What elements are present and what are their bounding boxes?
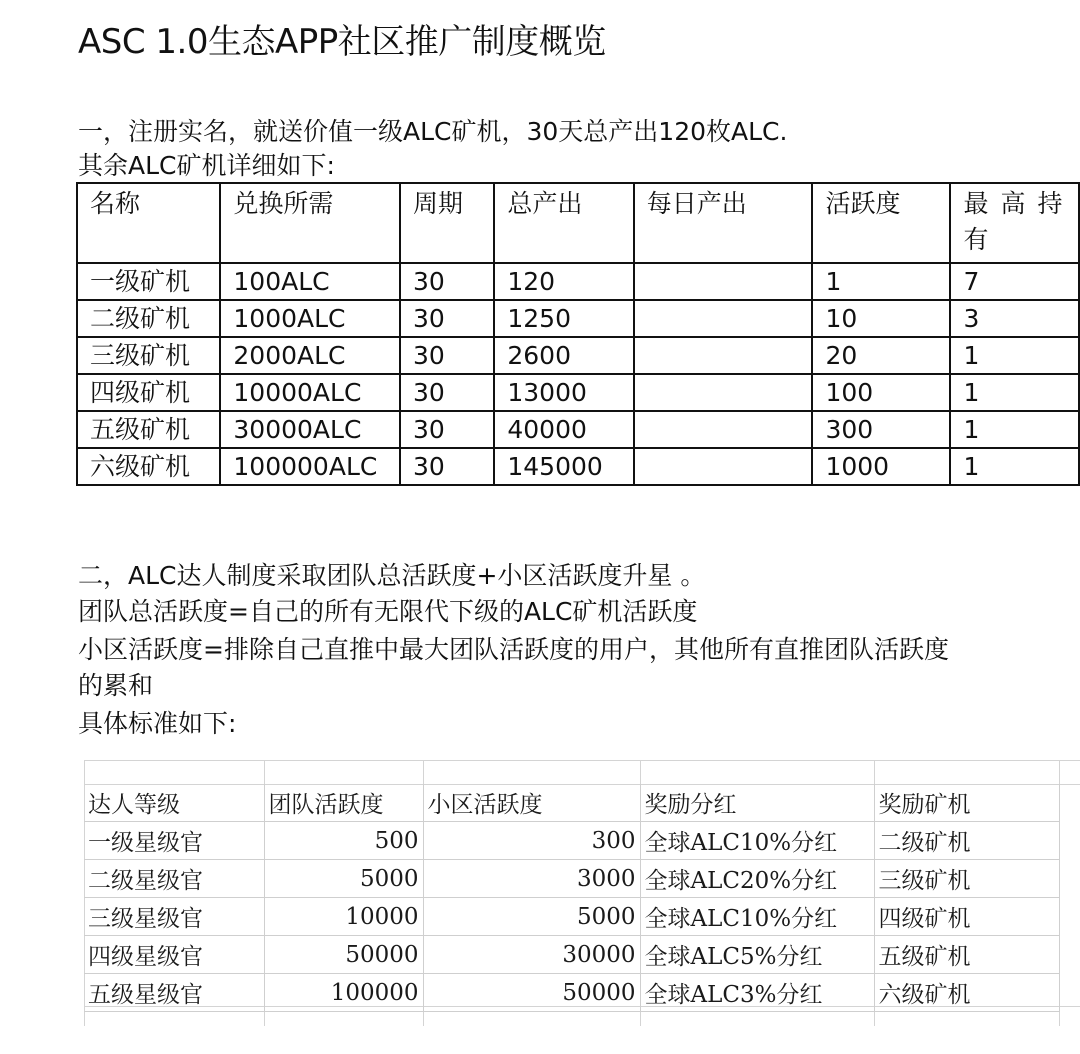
cell-max-holding: 1	[950, 337, 1079, 374]
page-title: ASC 1.0生态APP社区推广制度概览	[78, 22, 606, 62]
cell-reward-dividend: 全球ALC10%分红	[640, 898, 874, 936]
cell-name: 六级矿机	[77, 448, 220, 485]
header-max-holding: 最高持有	[950, 183, 1079, 263]
cell-reward-miner: 二级矿机	[874, 822, 1059, 860]
cell-reward-miner: 四级矿机	[874, 898, 1059, 936]
cell-reward-miner: 六级矿机	[874, 974, 1059, 1012]
header-daily-output: 每日产出	[634, 183, 813, 263]
cell-period: 30	[400, 411, 494, 448]
table-row	[84, 822, 1059, 860]
cell-total-output: 120	[494, 263, 633, 300]
cell-reward-dividend: 全球ALC3%分红	[640, 974, 874, 1012]
cell-level: 二级星级官	[84, 860, 264, 898]
cell-activity: 20	[812, 337, 950, 374]
cell-total-output: 2600	[494, 337, 633, 374]
cell-daily-output	[634, 337, 813, 374]
table-row	[84, 898, 1059, 936]
cell-exchange-cost: 10000ALC	[220, 374, 400, 411]
cell-level: 四级星级官	[84, 936, 264, 974]
cell-activity: 10	[812, 300, 950, 337]
section2-intro: 二，ALC达人制度采取团队总活跃度+小区活跃度升星 。	[78, 561, 706, 590]
table-row	[77, 411, 1079, 448]
header-total-output: 总产出	[494, 183, 633, 263]
cell-team-activity: 500	[264, 822, 423, 860]
miner-table	[76, 182, 1080, 486]
table-row	[77, 300, 1079, 337]
star-officer-sheet	[84, 760, 1080, 1026]
section2-zone-activity-def: 小区活跃度=排除自己直推中最大团队活跃度的用户，其他所有直推团队活跃度	[78, 635, 949, 664]
star-table-header	[84, 784, 1059, 822]
cell-max-holding: 1	[950, 374, 1079, 411]
cell-team-activity: 5000	[264, 860, 423, 898]
cell-zone-activity: 3000	[423, 860, 640, 898]
header-zone-activity: 小区活跃度	[423, 784, 640, 822]
cell-activity: 100	[812, 374, 950, 411]
cell-team-activity: 100000	[264, 974, 423, 1012]
table-row	[77, 337, 1079, 374]
cell-daily-output	[634, 374, 813, 411]
cell-daily-output	[634, 300, 813, 337]
cell-max-holding: 3	[950, 300, 1079, 337]
cell-daily-output	[634, 411, 813, 448]
cell-name: 三级矿机	[77, 337, 220, 374]
header-activity: 活跃度	[812, 183, 950, 263]
cell-max-holding: 1	[950, 448, 1079, 485]
header-name: 名称	[77, 183, 220, 263]
cell-level: 五级星级官	[84, 974, 264, 1012]
cell-total-output: 145000	[494, 448, 633, 485]
cell-level: 一级星级官	[84, 822, 264, 860]
header-reward-dividend: 奖励分红	[640, 784, 874, 822]
cell-total-output: 40000	[494, 411, 633, 448]
table-row	[77, 374, 1079, 411]
cell-activity: 300	[812, 411, 950, 448]
cell-zone-activity: 50000	[423, 974, 640, 1012]
header-exchange-cost: 兑换所需	[220, 183, 400, 263]
cell-name: 一级矿机	[77, 263, 220, 300]
cell-exchange-cost: 100ALC	[220, 263, 400, 300]
cell-team-activity: 10000	[264, 898, 423, 936]
miner-table-header	[77, 183, 1079, 263]
cell-daily-output	[634, 448, 813, 485]
cell-exchange-cost: 30000ALC	[220, 411, 400, 448]
header-team-activity: 团队活跃度	[264, 784, 423, 822]
cell-level: 三级星级官	[84, 898, 264, 936]
cell-name: 五级矿机	[77, 411, 220, 448]
cell-total-output: 13000	[494, 374, 633, 411]
cell-period: 30	[400, 337, 494, 374]
cell-reward-miner: 三级矿机	[874, 860, 1059, 898]
star-officer-table	[84, 784, 1060, 1012]
cell-reward-dividend: 全球ALC20%分红	[640, 860, 874, 898]
table-row	[84, 860, 1059, 898]
cell-max-holding: 7	[950, 263, 1079, 300]
section1-intro: 一，注册实名，就送价值一级ALC矿机，30天总产出120枚ALC.	[78, 117, 788, 146]
cell-zone-activity: 30000	[423, 936, 640, 974]
header-reward-miner: 奖励矿机	[874, 784, 1059, 822]
table-row	[84, 974, 1059, 1012]
cell-total-output: 1250	[494, 300, 633, 337]
cell-activity: 1	[812, 263, 950, 300]
cell-period: 30	[400, 263, 494, 300]
section2-team-activity-def: 团队总活跃度=自己的所有无限代下级的ALC矿机活跃度	[78, 597, 698, 626]
section2-zone-activity-def-cont: 的累和	[78, 671, 154, 700]
table-row	[84, 936, 1059, 974]
section1-subtitle: 其余ALC矿机详细如下:	[78, 151, 335, 180]
cell-name: 四级矿机	[77, 374, 220, 411]
section2-subtitle: 具体标准如下:	[78, 709, 237, 738]
cell-reward-miner: 五级矿机	[874, 936, 1059, 974]
header-period: 周期	[400, 183, 494, 263]
cell-activity: 1000	[812, 448, 950, 485]
cell-period: 30	[400, 448, 494, 485]
cell-exchange-cost: 2000ALC	[220, 337, 400, 374]
cell-name: 二级矿机	[77, 300, 220, 337]
cell-zone-activity: 5000	[423, 898, 640, 936]
cell-period: 30	[400, 374, 494, 411]
header-level: 达人等级	[84, 784, 264, 822]
cell-zone-activity: 300	[423, 822, 640, 860]
cell-team-activity: 50000	[264, 936, 423, 974]
table-row	[77, 448, 1079, 485]
cell-period: 30	[400, 300, 494, 337]
cell-daily-output	[634, 263, 813, 300]
cell-reward-dividend: 全球ALC10%分红	[640, 822, 874, 860]
cell-exchange-cost: 100000ALC	[220, 448, 400, 485]
cell-reward-dividend: 全球ALC5%分红	[640, 936, 874, 974]
table-row	[77, 263, 1079, 300]
cell-exchange-cost: 1000ALC	[220, 300, 400, 337]
cell-max-holding: 1	[950, 411, 1079, 448]
